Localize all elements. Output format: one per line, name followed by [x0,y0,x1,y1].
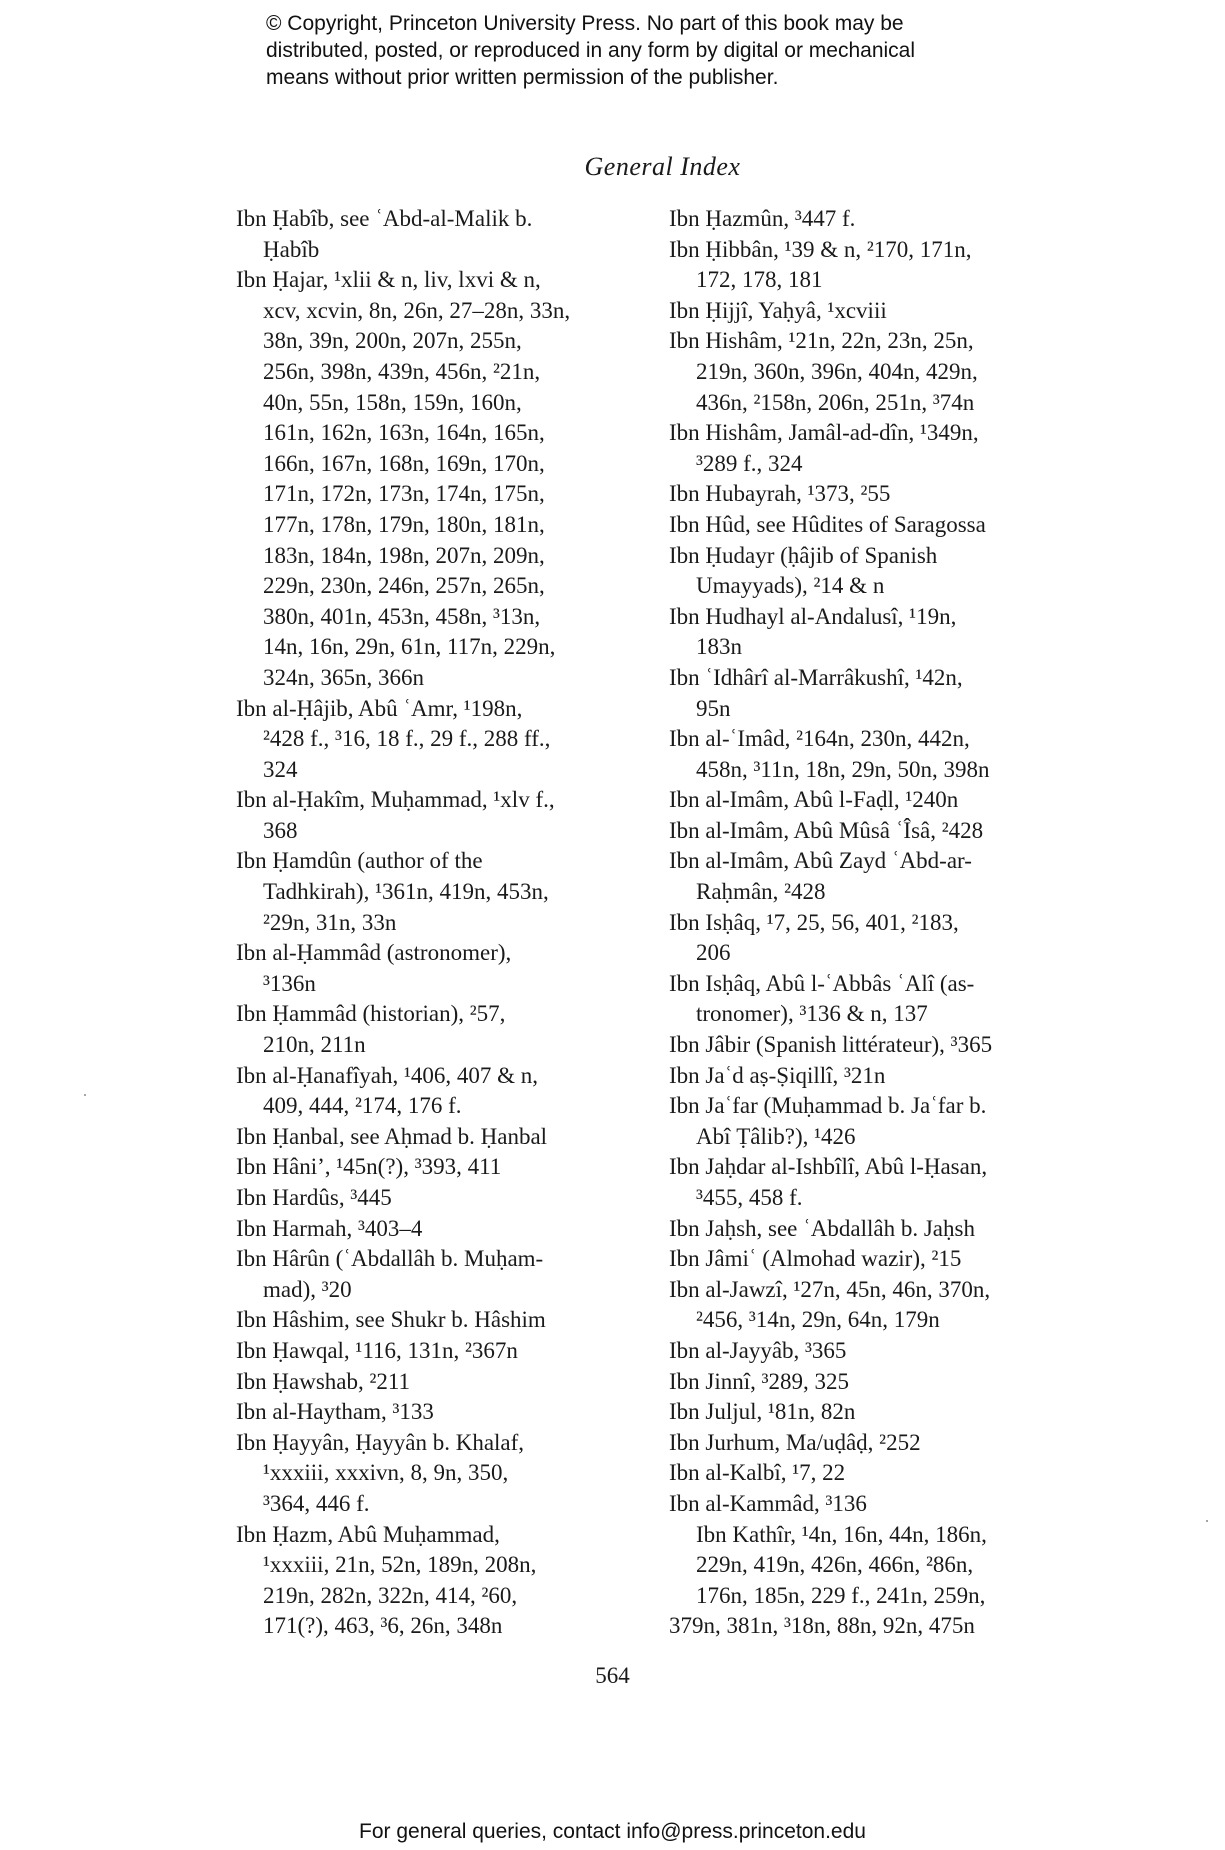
index-line-continuation: Ḥabîb [263,236,320,262]
index-entry: Ibn Jaḥsh, see ʿAbdallâh b. Jaḥsh [669,1215,975,1241]
index-line-continuation: Tadhkirah), ¹361n, 419n, 453n, [263,879,549,905]
index-entry: Ibn Hardûs, ³445 [236,1185,392,1210]
index-entry: Ibn al-Jayyâb, ³365 [669,1337,847,1363]
index-entry: Ibn Ḥudayr (ḥâjib of Spanish [669,542,938,568]
index-line-continuation: 183n [696,634,742,660]
index-line-continuation: 219n, 360n, 396n, 404n, 429n, [696,358,978,384]
page-title: General Index [584,152,741,181]
index-entry: Ibn al-Ḥammâd (astronomer), [236,940,512,966]
index-entry: Ibn al-Kalbî, ¹7, 22 [669,1460,846,1486]
index-entry: Ibn ʿIdhârî al-Marrâkushî, ¹42n, [669,664,963,690]
index-entry: Ibn Jâmiʿ (Almohad wazir), ²15 [669,1246,962,1272]
index-entry: Ibn Hâshim, see Shukr b. Hâshim [236,1307,546,1333]
index-line-continuation: 256n, 398n, 439n, 456n, ²21n, [263,358,541,384]
index-line-continuation: 38n, 39n, 200n, 207n, 255n, [263,328,522,354]
index-line-continuation: 380n, 401n, 453n, 458n, ³13n, [263,603,541,629]
index-entry: Ibn Hubayrah, ¹373, ²55 [669,481,891,507]
copyright-line: distributed, posted, or reproduced in any form by digital or mechanical [266,39,916,62]
index-line-continuation: 324 [263,756,298,782]
index-line-continuation: tronomer), ³136 & n, 137 [696,1001,928,1027]
index-line-continuation: Umayyads), ²14 & n [696,573,885,599]
index-line-continuation: ²456, ³14n, 29n, 64n, 179n [696,1307,940,1333]
index-entry: Ibn Jinnî, ³289, 325 [669,1368,850,1394]
index-entry: Ibn Jâbir (Spanish littérateur), ³365 [669,1032,993,1058]
index-column-right [669,204,1079,1642]
index-entry: Ibn al-Imâm, Abû Mûsâ ʿÎsâ, ²428 [669,817,984,843]
index-line-continuation: 177n, 178n, 179n, 180n, 181n, [263,511,545,537]
index-line-continuation: ²428 f., ³16, 18 f., 29 f., 288 ff., [263,726,551,752]
index-entry: Ibn Jaʿd aṣ-Ṣiqillî, ³21n [669,1062,886,1088]
index-entry: Ibn al-Haytham, ³133 [236,1399,434,1425]
index-entry: Ibn Hâni’, ¹45n(?), ³393, 411 [236,1154,502,1180]
index-entry: Ibn Ḥamdûn (author of the [236,848,483,874]
index-line-continuation: Ibn Kathîr, ¹4n, 16n, 44n, 186n, [696,1521,987,1547]
index-line-continuation: 14n, 16n, 29n, 61n, 117n, 229n, [263,634,556,660]
scan-speck [1206,1520,1208,1522]
index-line-continuation: ³289 f., 324 [696,450,803,476]
index-entry: Ibn al-Ḥanafîyah, ¹406, 407 & n, [236,1062,538,1088]
index-entry: Ibn Ḥibbân, ¹39 & n, ²170, 171n, [669,236,972,262]
index-entry: Ibn Isḥâq, ¹7, 25, 56, 401, ²183, [669,909,959,935]
index-entry: Ibn Jurhum, Ma/uḍâḍ, ²252 [669,1429,921,1455]
index-entry: Ibn Ḥazmûn, ³447 f. [669,206,856,231]
page-number: 564 [595,1663,630,1688]
index-line-continuation: 458n, ³11n, 18n, 29n, 50n, 398n [696,756,990,782]
index-line-continuation: Abî Ṭâlib?), ¹426 [696,1123,856,1149]
index-line-continuation: 436n, ²158n, 206n, 251n, ³74n [696,389,975,415]
index-entry: Ibn Ḥijjî, Yaḥyâ, ¹xcviii [669,297,887,323]
index-entry: Ibn Ḥawqal, ¹116, 131n, ²367n [236,1337,518,1363]
index-entry: Ibn al-Kammâd, ³136 [669,1490,867,1516]
index-line-continuation: 95n [696,695,731,721]
copyright-line: means without prior written permission of the publisher. [266,66,779,89]
index-entry: Ibn al-Imâm, Abû Zayd ʿAbd-ar- [669,848,972,874]
footer-contact: For general queries, contact info@press.princeton.edu [359,1820,866,1843]
index-entry: Ibn Juljul, ¹81n, 82n [669,1399,856,1425]
index-entry: Ibn Isḥâq, Abû l-ʿAbbâs ʿAlî (as- [669,970,975,996]
index-line-continuation: ³136n [263,970,316,996]
index-line-continuation: ³455, 458 f. [696,1185,803,1210]
index-entry: Ibn Hishâm, ¹21n, 22n, 23n, 25n, [669,328,974,354]
index-entry: Ibn al-Jawzî, ¹27n, 45n, 46n, 370n, [669,1276,991,1302]
index-entry: Ibn al-Imâm, Abû l-Faḍl, ¹240n [669,787,959,813]
index-entry: Ibn Hishâm, Jamâl-ad-dîn, ¹349n, [669,420,979,446]
index-line-continuation: 409, 444, ²174, 176 f. [263,1093,462,1119]
index-entry: Ibn Ḥabîb, see ʿAbd-al-Malik b. [236,206,533,231]
index-line-continuation: Raḥmân, ²428 [696,879,826,905]
index-line-continuation: 161n, 162n, 163n, 164n, 165n, [263,420,545,446]
index-entry: Ibn Ḥawshab, ²211 [236,1368,411,1394]
index-line-continuation: 176n, 185n, 229 f., 241n, 259n, [696,1582,986,1608]
index-line-continuation: ¹xxxiii, xxxivn, 8, 9n, 350, [263,1460,509,1486]
index-line-continuation: 171(?), 463, ³6, 26n, 348n [263,1613,503,1639]
index-line-continuation: 183n, 184n, 198n, 207n, 209n, [263,542,545,568]
index-line-continuation: mad), ³20 [263,1276,352,1302]
scan-speck [84,1094,86,1096]
copyright-line: © Copyright, Princeton University Press. No part of this book may be [266,12,904,35]
index-line-continuation: 210n, 211n [263,1032,366,1058]
index-line-continuation: 229n, 230n, 246n, 257n, 265n, [263,573,545,599]
index-line-continuation: ³364, 446 f. [263,1490,370,1516]
index-entry: Ibn Harmah, ³403–4 [236,1215,423,1241]
index-line-continuation: ¹xxxiii, 21n, 52n, 189n, 208n, [263,1552,537,1578]
index-entry: Ibn al-Ḥakîm, Muḥammad, ¹xlv f., [236,787,555,813]
index-entry: Ibn Ḥammâd (historian), ²57, [236,1001,506,1027]
index-entry: Ibn Hûd, see Hûdites of Saragossa [669,511,986,537]
index-entry: 379n, 381n, ³18n, 88n, 92n, 475n [669,1613,975,1639]
index-entry: Ibn Ḥayyân, Ḥayyân b. Khalaf, [236,1429,525,1455]
index-entry: Ibn al-Ḥâjib, Abû ʿAmr, ¹198n, [236,695,523,721]
index-entry: Ibn al-ʿImâd, ²164n, 230n, 442n, [669,726,970,752]
index-entry: Ibn Hudhayl al-Andalusî, ¹19n, [669,603,957,629]
index-entry: Ibn Jaʿfar (Muḥammad b. Jaʿfar b. [669,1093,987,1119]
index-line-continuation: ²29n, 31n, 33n [263,909,397,935]
index-line-continuation: 219n, 282n, 322n, 414, ²60, [263,1582,518,1608]
index-entry: Ibn Ḥanbal, see Aḥmad b. Ḥanbal [236,1123,548,1149]
index-line-continuation: xcv, xcvin, 8n, 26n, 27–28n, 33n, [263,297,571,323]
index-line-continuation: 40n, 55n, 158n, 159n, 160n, [263,389,522,415]
index-line-continuation: 229n, 419n, 426n, 466n, ²86n, [696,1552,974,1578]
index-line-continuation: 171n, 172n, 173n, 174n, 175n, [263,481,545,507]
index-line-continuation: 206 [696,940,731,966]
index-column-left [236,204,656,1642]
running-head [0,152,1225,182]
index-line-continuation: 368 [263,817,298,843]
index-entry: Ibn Jaḥdar al-Ishbîlî, Abû l-Ḥasan, [669,1154,988,1180]
index-line-continuation: 166n, 167n, 168n, 169n, 170n, [263,450,545,476]
index-entry: Ibn Ḥajar, ¹xlii & n, liv, lxvi & n, [236,267,541,293]
index-entry: Ibn Ḥazm, Abû Muḥammad, [236,1521,500,1547]
index-line-continuation: 324n, 365n, 366n [263,664,424,690]
index-entry: Ibn Hârûn (ʿAbdallâh b. Muḥam- [236,1246,544,1272]
index-line-continuation: 172, 178, 181 [696,267,823,293]
copyright-notice [266,10,1026,91]
